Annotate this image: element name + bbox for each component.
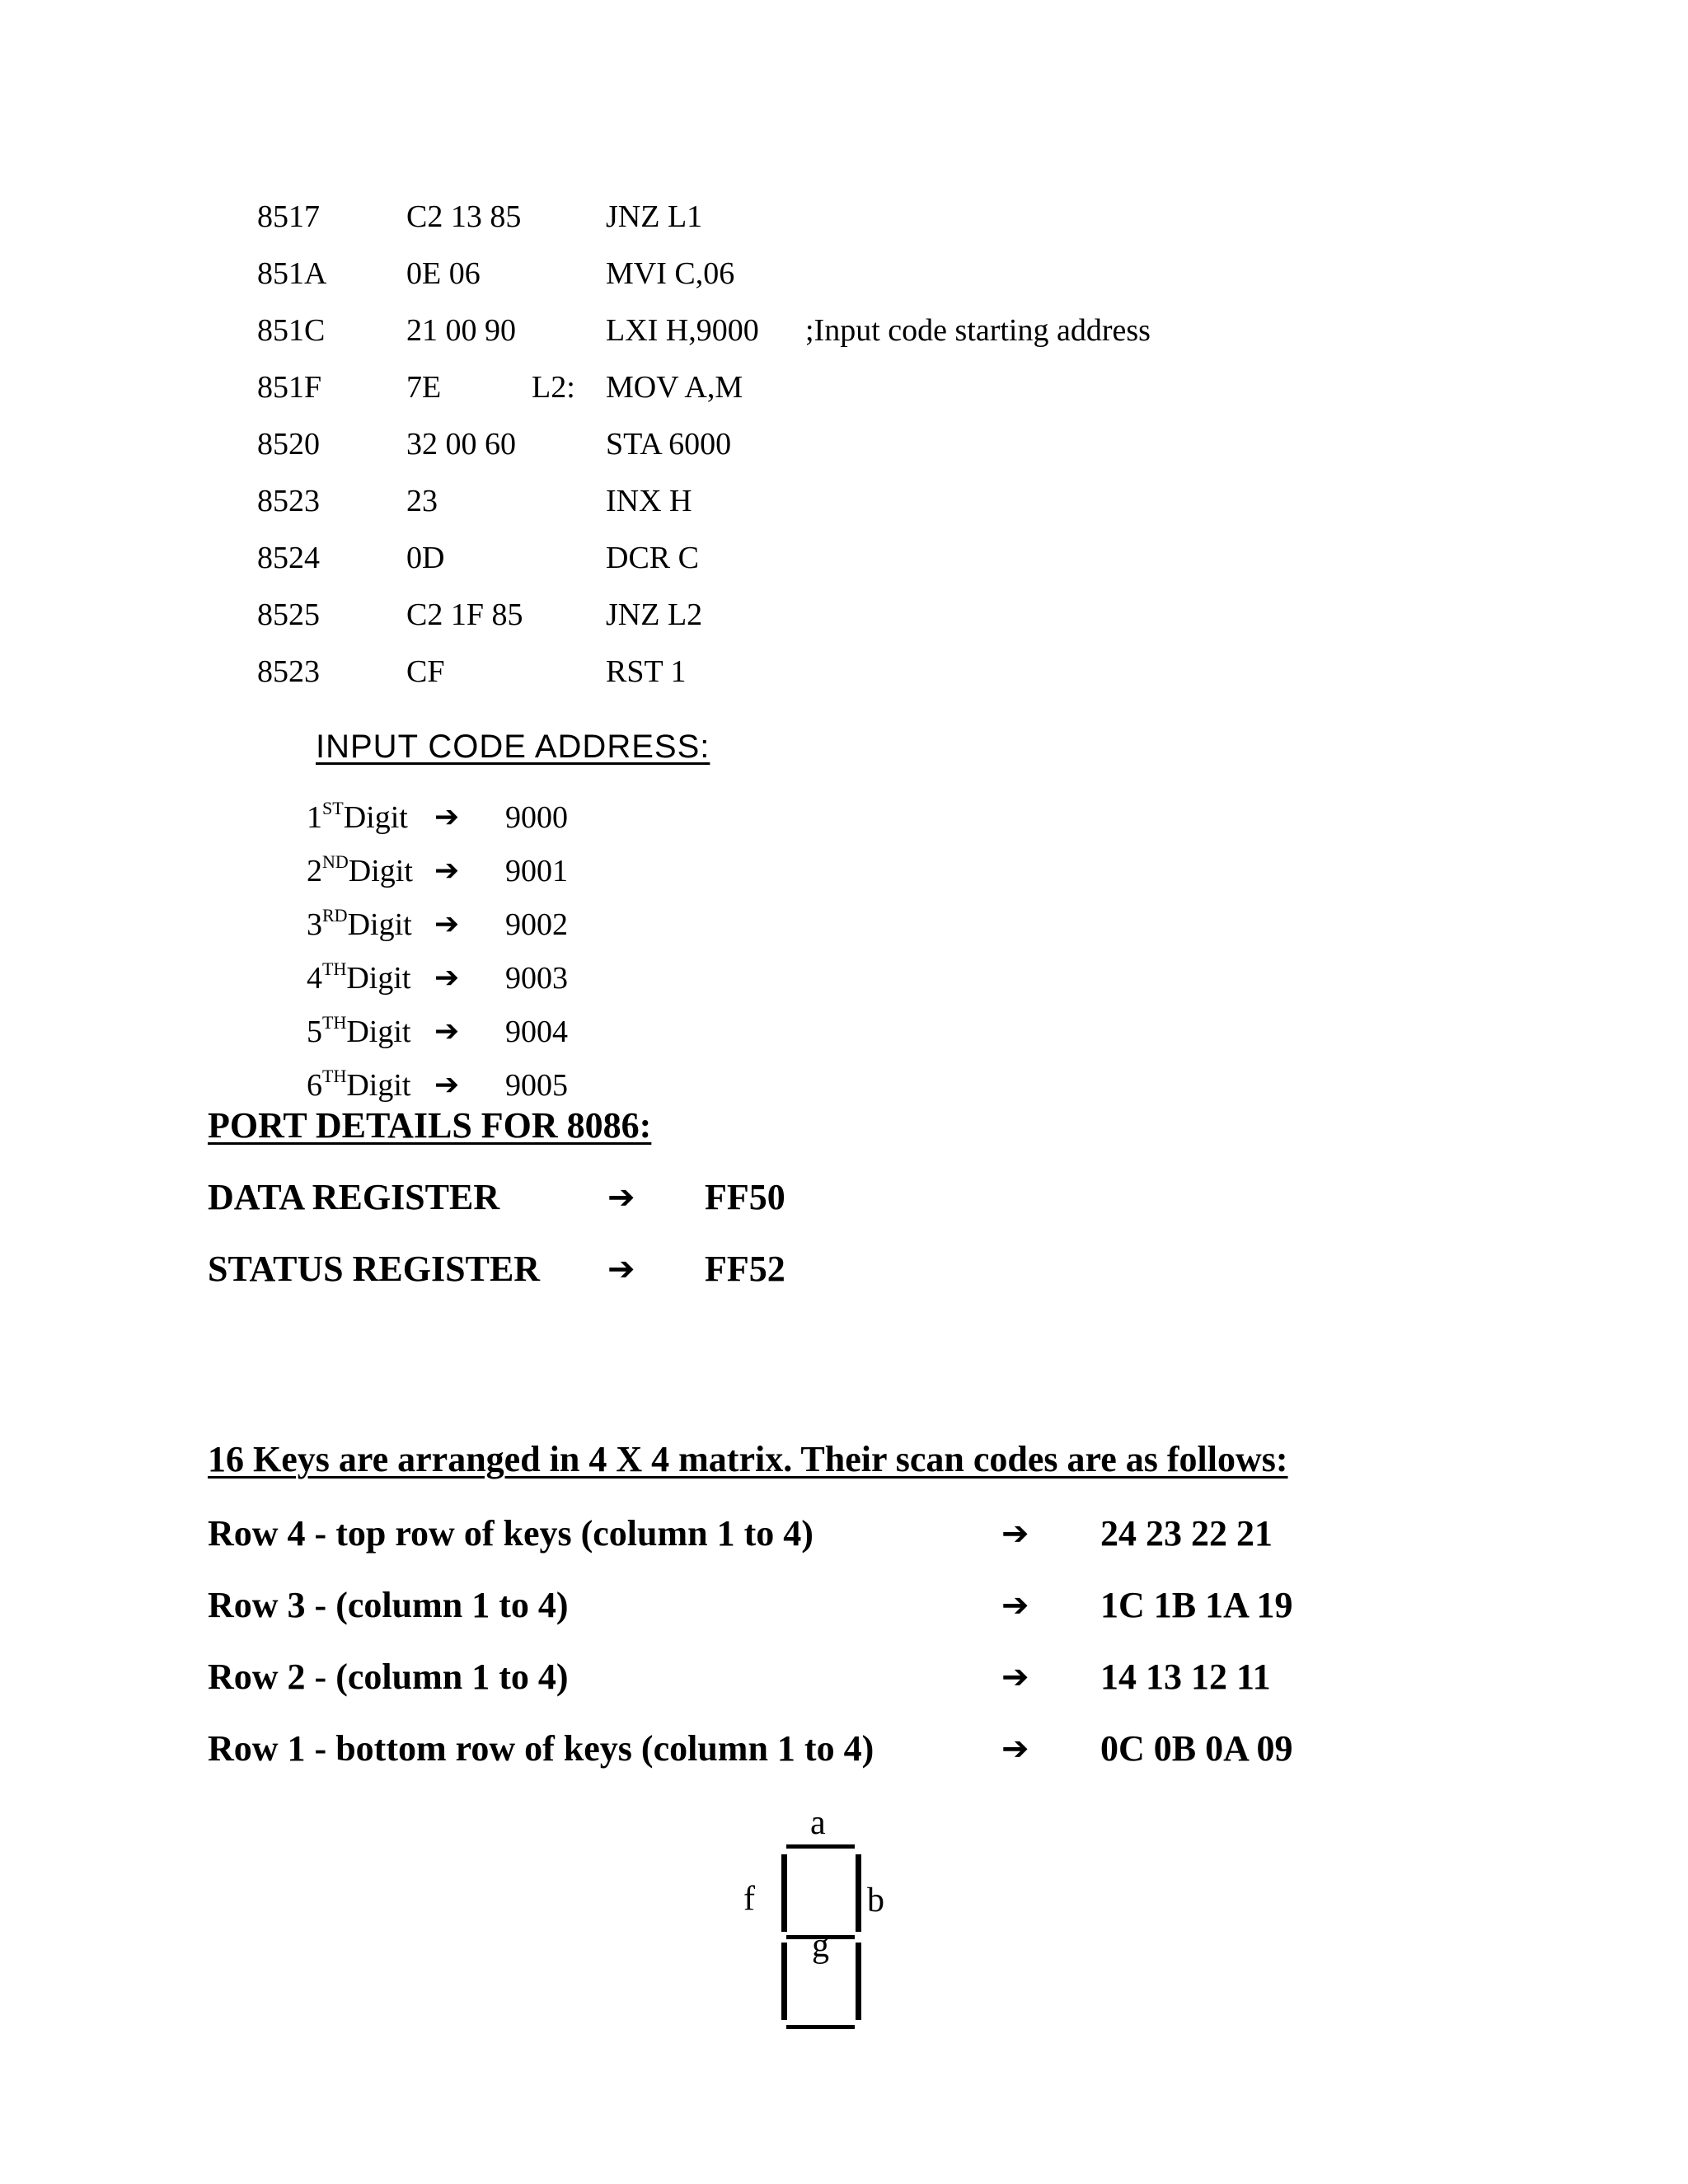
listing-opcode: 7E <box>406 370 442 405</box>
digit-ordinal: TH <box>322 958 347 979</box>
digit-address: 9002 <box>505 907 568 942</box>
digit-number: 3 <box>307 907 322 942</box>
digit-label <box>307 846 413 896</box>
scan-row-name: Row 2 - (column 1 to 4) <box>208 1657 569 1697</box>
listing-address: 851A <box>257 256 327 291</box>
scan-row-codes: 14 13 12 11 <box>1100 1657 1271 1697</box>
digit-address: 9005 <box>505 1068 568 1103</box>
segment-d <box>786 2025 855 2029</box>
listing-instruction: MOV A,M <box>606 370 743 405</box>
digit-label <box>307 793 408 842</box>
listing-address: 8520 <box>257 427 320 462</box>
digit-number: 6 <box>307 1068 322 1103</box>
segment-b-label: b <box>867 1882 884 1919</box>
digit-word: Digit <box>347 907 412 942</box>
segment-g-label: g <box>812 1927 829 1965</box>
digit-address: 9004 <box>505 1015 568 1049</box>
listing-address: 8517 <box>257 199 320 234</box>
listing-address: 8525 <box>257 598 320 632</box>
port-name: STATUS REGISTER <box>208 1249 541 1289</box>
listing-opcode: 32 00 60 <box>406 427 516 462</box>
digit-label <box>307 1007 410 1057</box>
listing-instruction: STA 6000 <box>606 427 732 462</box>
segment-c <box>856 1943 861 2020</box>
arrow-icon: ➔ <box>434 1068 460 1102</box>
listing-opcode: CF <box>406 654 445 689</box>
port-address: FF52 <box>705 1249 785 1289</box>
port-name: DATA REGISTER <box>208 1177 500 1217</box>
listing-opcode: 0D <box>406 541 445 575</box>
segment-e <box>781 1943 787 2020</box>
arrow-icon: ➔ <box>434 800 460 834</box>
listing-address: 8524 <box>257 541 320 575</box>
listing-instruction: JNZ L2 <box>606 598 703 632</box>
listing-opcode: 23 <box>406 484 438 518</box>
digit-ordinal: RD <box>322 905 348 926</box>
digit-address: 9001 <box>505 854 568 888</box>
port-address: FF50 <box>705 1177 785 1217</box>
scan-row-codes: 1C 1B 1A 19 <box>1100 1585 1293 1625</box>
listing-opcode: 0E 06 <box>406 256 481 291</box>
digit-number: 4 <box>307 961 322 996</box>
listing-instruction: DCR C <box>606 541 699 575</box>
segment-a-label: a <box>810 1804 826 1842</box>
listing-opcode: C2 13 85 <box>406 199 522 234</box>
arrow-icon: ➔ <box>434 961 460 995</box>
port-details-title: PORT DETAILS FOR 8086: <box>208 1105 652 1146</box>
digit-word: Digit <box>346 1068 411 1103</box>
digit-ordinal: ST <box>322 798 344 818</box>
digit-ordinal: TH <box>322 1066 347 1086</box>
digit-word: Digit <box>343 800 408 835</box>
listing-instruction: LXI H,9000 <box>606 313 759 348</box>
arrow-icon: ➔ <box>1001 1515 1029 1553</box>
arrow-icon: ➔ <box>1001 1730 1029 1768</box>
listing-address: 851C <box>257 313 326 348</box>
scan-codes-title: 16 Keys are arranged in 4 X 4 matrix. Their scan codes are as follows: <box>208 1439 1288 1479</box>
digit-word: Digit <box>346 961 411 996</box>
scan-row-codes: 0C 0B 0A 09 <box>1100 1728 1293 1769</box>
listing-opcode: C2 1F 85 <box>406 598 523 632</box>
digit-ordinal: ND <box>322 851 349 872</box>
listing-address: 8523 <box>257 654 320 689</box>
arrow-icon: ➔ <box>607 1179 635 1216</box>
digit-number: 2 <box>307 854 322 888</box>
listing-instruction: MVI C,06 <box>606 256 735 291</box>
arrow-icon: ➔ <box>434 1015 460 1048</box>
arrow-icon: ➔ <box>1001 1658 1029 1696</box>
listing-address: 8523 <box>257 484 320 518</box>
seven-segment-figure <box>725 1809 940 2073</box>
listing-instruction: RST 1 <box>606 654 687 689</box>
digit-number: 5 <box>307 1015 322 1049</box>
digit-word: Digit <box>346 1015 411 1049</box>
digit-ordinal: TH <box>322 1012 347 1033</box>
digit-number: 1 <box>307 800 322 835</box>
arrow-icon: ➔ <box>434 854 460 888</box>
listing-instruction: JNZ L1 <box>606 199 703 234</box>
digit-word: Digit <box>348 854 413 888</box>
digit-label <box>307 954 410 1003</box>
input-code-address-title: INPUT CODE ADDRESS: <box>316 729 710 765</box>
scan-row-name: Row 3 - (column 1 to 4) <box>208 1585 569 1625</box>
digit-address: 9000 <box>505 800 568 835</box>
segment-a <box>786 1844 855 1849</box>
segment-b <box>856 1854 861 1932</box>
segment-f-label: f <box>743 1880 755 1918</box>
listing-label: L2: <box>532 370 575 405</box>
listing-instruction: INX H <box>606 484 692 518</box>
listing-address: 851F <box>257 370 322 405</box>
digit-label <box>307 1061 410 1110</box>
seven-segment-diagram <box>725 1804 940 2073</box>
listing-comment: ;Input code starting address <box>805 313 1151 348</box>
digit-label <box>307 900 412 949</box>
arrow-icon: ➔ <box>1001 1586 1029 1624</box>
segment-f <box>781 1854 787 1932</box>
digit-address: 9003 <box>505 961 568 996</box>
listing-opcode: 21 00 90 <box>406 313 516 348</box>
scan-row-name: Row 4 - top row of keys (column 1 to 4) <box>208 1513 814 1554</box>
scan-row-codes: 24 23 22 21 <box>1100 1513 1273 1554</box>
arrow-icon: ➔ <box>607 1250 635 1288</box>
scan-row-name: Row 1 - bottom row of keys (column 1 to 4) <box>208 1728 874 1769</box>
arrow-icon: ➔ <box>434 907 460 941</box>
